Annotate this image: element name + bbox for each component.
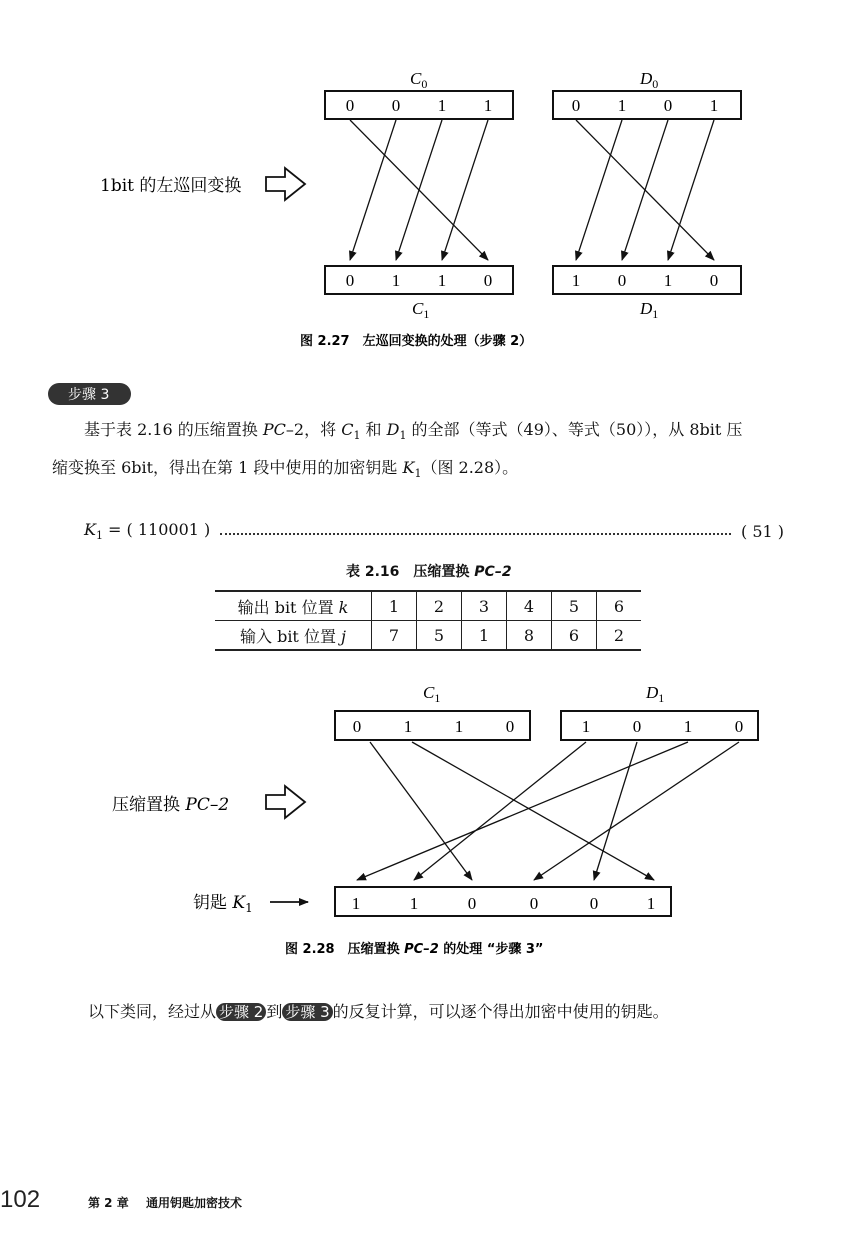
k1-bit: 1: [646, 894, 656, 913]
permutation-arrow: [534, 742, 739, 880]
shift-arrow: [350, 120, 396, 260]
c1-bit: 1: [391, 271, 401, 290]
d1-bit: 1: [683, 717, 693, 736]
table-title: 表 2.16 压缩置换 PC–2: [346, 564, 512, 580]
permutation-arrow: [370, 742, 472, 880]
shift-arrow: [622, 120, 668, 260]
equation-number: ( 51 ): [740, 521, 784, 541]
compression-permutation-label: 压缩置换 PC–2: [112, 795, 230, 815]
c1-bit: 0: [483, 271, 493, 290]
table-cell: 2: [597, 621, 642, 651]
step-3-badge: 步骤 3: [48, 383, 131, 405]
d0-bit: 0: [571, 96, 581, 115]
k1-register: [335, 887, 671, 916]
table-cell: 1: [372, 591, 417, 621]
table-cell: 2: [417, 591, 462, 621]
table-cell: 6: [552, 621, 597, 651]
row-header: 输出 bit 位置 k: [215, 591, 372, 621]
shift-arrow: [668, 120, 714, 260]
table-cell: 6: [597, 591, 642, 621]
d1-bit: 1: [571, 271, 581, 290]
d0-bit: 0: [663, 96, 673, 115]
figure-caption: 图 2.28 压缩置换 PC–2 的处理 “步骤 3”: [285, 942, 544, 957]
c0-bit: 0: [391, 96, 401, 115]
c1-bit: 1: [403, 717, 413, 736]
c1-label: $C_1$: [423, 683, 441, 705]
table-row: [215, 621, 641, 651]
left-shift-label: 1bit 的左巡回变换: [100, 176, 242, 196]
equation-51: $K_1$ = ( 110001 ) ( 51 ): [84, 520, 784, 543]
c0-bit: 1: [437, 96, 447, 115]
d0-label: $D_0$: [640, 69, 659, 91]
k1-bit: 0: [589, 894, 599, 913]
d0-bit: 1: [617, 96, 627, 115]
d1-register: [561, 711, 758, 740]
table-cell: 8: [507, 621, 552, 651]
c0-label: $C_0$: [410, 69, 428, 91]
table-cell: 3: [462, 591, 507, 621]
c1-bit: 0: [505, 717, 515, 736]
d1-bit: 1: [581, 717, 591, 736]
k1-bit: 0: [467, 894, 477, 913]
hollow-right-arrow-icon: [266, 786, 305, 818]
table-row: [215, 591, 641, 621]
c1-bit: 1: [437, 271, 447, 290]
key-k1-label: 钥匙 $K_1$: [193, 893, 253, 915]
d0-bit: 1: [709, 96, 719, 115]
d1-label: $D_1$: [646, 683, 665, 705]
leader-dots: [220, 527, 731, 535]
step-3-pill: 步骤 3: [282, 1003, 332, 1021]
c0-bit: 1: [483, 96, 493, 115]
d1-bit: 0: [709, 271, 719, 290]
k1-bit: 1: [351, 894, 361, 913]
d1-bit: 0: [632, 717, 642, 736]
shift-arrow: [442, 120, 488, 260]
figure-caption: 图 2.27 左巡回变换的处理（步骤 2）: [300, 334, 533, 349]
shift-arrow: [576, 120, 622, 260]
table-cell: 5: [552, 591, 597, 621]
page-number: 102: [0, 1186, 41, 1213]
k1-bit: 0: [529, 894, 539, 913]
c1-register: [335, 711, 530, 740]
permutation-arrow: [412, 742, 654, 880]
table-cell: 5: [417, 621, 462, 651]
d1-bit: 0: [734, 717, 744, 736]
c0-bit: 0: [345, 96, 355, 115]
step-3-paragraph: 基于表 2.16 的压缩置换 PC–2，将 $C_1$ 和 $D_1$ 的全部（等式（49）、等式（50）），从 8bit 压 缩变换至 6bit，得出在第 1 段中使用的加密钥匙 $K_1$（图 2.28）。: [52, 420, 743, 481]
chapter-number: 第 2 章: [88, 1196, 129, 1210]
chapter-title: 通用钥匙加密技术: [146, 1196, 243, 1210]
shift-arrow: [396, 120, 442, 260]
c1-bit: 0: [352, 717, 362, 736]
c1-bit: 1: [454, 717, 464, 736]
table-cell: 7: [372, 621, 417, 651]
d1-bit: 1: [663, 271, 673, 290]
permutation-arrow: [594, 742, 637, 880]
d1-label: $D_1$: [640, 299, 659, 321]
hollow-right-arrow-icon: [266, 168, 305, 200]
figure-2-28: [0, 670, 850, 970]
permutation-arrow: [357, 742, 688, 880]
d1-bit: 0: [617, 271, 627, 290]
figure-2-27: [0, 0, 850, 360]
c1-bit: 0: [345, 271, 355, 290]
k1-bit: 1: [409, 894, 419, 913]
table-cell: 1: [462, 621, 507, 651]
step-2-pill: 步骤 2: [216, 1003, 266, 1021]
table-cell: 4: [507, 591, 552, 621]
table-2-16: [215, 590, 641, 651]
permutation-arrow: [414, 742, 586, 880]
summary-paragraph: 以下类同，经过从 步骤 2 到 步骤 3 的反复计算，可以逐个得出加密中使用的钥匙。: [88, 1002, 669, 1021]
c1-label: $C_1$: [412, 299, 430, 321]
row-header: 输入 bit 位置 j: [215, 621, 372, 651]
